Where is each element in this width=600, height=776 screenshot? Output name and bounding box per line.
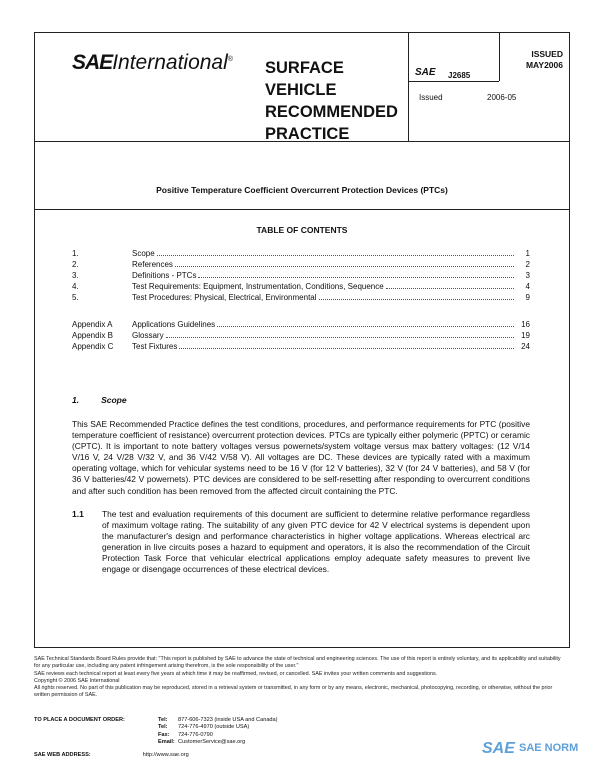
order-label: TO PLACE A DOCUMENT ORDER: — [34, 717, 125, 723]
toc-leader — [179, 347, 514, 349]
document-frame — [34, 32, 570, 648]
email-label: Email: — [158, 738, 175, 745]
toc-label: Glossary — [132, 331, 164, 340]
toc-heading: TABLE OF CONTENTS — [256, 225, 348, 235]
scope-paragraph: This SAE Recommended Practice defines the test conditions, procedures, and performance requirements for PTC (positive temperature coefficient of resistance) overcurrent protection devices. PTCs are typically either polymeric (PPTC) or ceramic (CPTC). It is important to note battery voltages versus powernets/system voltage versus max battery voltages: (12 V/14 V/16 V, 24 V/28 V/32 V, and 36 V/42 V/58 V). All voltages are DC. These devices are typically rated with a maximum operating voltage, which for vehicular systems need to be 16 V (for 12 V batteries), 32 V (for 24 V batteries), and 58 V (for 36 V batteries/42 V powernets). PTC devices are considered to be self-resetting after responding to overcurrent conditions and after such condition has been removed from the affected circuit containing the PTC. — [72, 419, 530, 496]
toc-leader — [198, 276, 514, 278]
toc-page: 9 — [525, 293, 530, 302]
toc-leader — [175, 265, 514, 267]
toc-leader — [217, 325, 514, 327]
document-number: J2685 — [448, 71, 471, 80]
toc-page: 3 — [525, 271, 530, 280]
web-label: SAE WEB ADDRESS: — [34, 752, 91, 758]
logo-trademark: ® — [227, 56, 233, 63]
toc-label: Definitions - PTCs — [132, 271, 197, 280]
sae-small-logo: SAE — [415, 67, 436, 78]
tel-number[interactable]: 877-606-7323 (inside USA and Canada) — [178, 717, 278, 723]
toc-label: Test Fixtures — [132, 342, 178, 351]
toc-leader — [386, 287, 514, 289]
toc-number: Appendix A — [72, 320, 113, 329]
toc-page: 24 — [521, 342, 530, 351]
doc-type-line: RECOMMENDED — [265, 103, 398, 121]
toc-row[interactable] — [72, 271, 530, 282]
email-link[interactable]: CustomerService@sae.org — [178, 738, 246, 745]
scope-number: 1. — [72, 395, 80, 405]
toc-label: References — [132, 260, 173, 269]
order-contact — [34, 717, 278, 746]
footer-legal — [34, 656, 568, 700]
toc-number: 2. — [72, 260, 79, 269]
toc-leader — [157, 254, 514, 256]
scope-title: Scope — [101, 395, 127, 405]
document-title: Positive Temperature Coefficient Overcurrent Protection Devices (PTCs) — [156, 185, 448, 195]
toc-leader — [166, 336, 514, 338]
watermark-text: SAE NORM — [519, 742, 579, 754]
status-badge — [507, 49, 563, 71]
toc-page: 1 — [525, 249, 530, 258]
fax-label: Fax: — [158, 731, 170, 738]
footer-review: SAE reviews each technical report at least every five years at which time it may be reaffirmed, revised, or cancelled. SAE invites your written comments and suggestions. — [34, 670, 438, 677]
title-divider — [35, 209, 569, 210]
issued-date: 2006-05 — [487, 93, 517, 102]
toc-page: 4 — [525, 282, 530, 291]
status-vertical-divider — [499, 33, 500, 81]
logo-international-text: International — [112, 51, 228, 74]
sae-international-logo — [72, 51, 233, 75]
toc-row[interactable] — [72, 331, 530, 342]
toc-label: Test Procedures: Physical, Electrical, Environmental — [132, 293, 317, 302]
document-type — [265, 57, 398, 145]
tel-label: Tel: — [158, 724, 168, 731]
footer-copyright: Copyright © 2006 SAE International — [34, 677, 120, 684]
toc-row[interactable] — [72, 249, 530, 260]
toc-page: 2 — [525, 260, 530, 269]
toc-page: 19 — [521, 331, 530, 340]
doc-type-line: SURFACE — [265, 59, 344, 77]
footer-rights: All rights reserved. No part of this publication may be reproduced, stored in a retrieval system or transmitted, in any form or by any means, electronic, mechanical, photocopying, recording, or otherwise, without the prior written permission of SAE. — [34, 685, 553, 699]
watermark-logo: SAE — [482, 740, 515, 757]
toc-number: 4. — [72, 282, 79, 291]
footer-disclaimer: SAE Technical Standards Board Rules provide that: "This report is published by SAE to advance the state of technical and engineering sciences. The use of this report is entirely voluntary, and its applicability and suitability for any particular use, including any patent infringement arising therefrom, is the sole responsibility of the user." — [34, 656, 561, 670]
doc-type-line: PRACTICE — [265, 125, 350, 143]
doc-type-line: VEHICLE — [265, 81, 337, 99]
toc-number: 5. — [72, 293, 79, 302]
toc-number: Appendix B — [72, 331, 113, 340]
subsection-paragraph: The test and evaluation requirements of this document are sufficient to determine relative performance regardless of maximum voltage rating. The suitability of any given PTC device for 42 V electrical systems is dependent upon the manufacturer's design and performance characteristics in higher voltage applications. Whereas electrical arc generation in live circuits poses a hazard to equipment and operators, it is also the recommendation of the Circuit Protection Task Force that vehicular electrical applications employ adequate safety measures to prevent live engage or disengage occurrences of these electrical devices. — [102, 509, 530, 575]
docnum-divider — [408, 81, 499, 82]
toc-row[interactable] — [72, 342, 530, 353]
toc-number: Appendix C — [72, 342, 114, 351]
toc-row[interactable] — [72, 282, 530, 293]
toc-row[interactable] — [72, 320, 530, 331]
subsection-number: 1.1 — [72, 509, 84, 519]
toc-label: Test Requirements: Equipment, Instrumentation, Conditions, Sequence — [132, 282, 384, 291]
toc-label: Applications Guidelines — [132, 320, 216, 329]
tel-label: Tel: — [158, 717, 168, 723]
tel-number[interactable]: 724-776-4970 (outside USA) — [178, 724, 250, 731]
toc-leader — [319, 298, 514, 300]
fax-number: 724-776-0790 — [178, 731, 213, 738]
toc-row[interactable] — [72, 293, 530, 304]
status-line: MAY2006 — [525, 60, 563, 70]
web-link[interactable]: http://www.sae.org — [142, 752, 189, 758]
toc-sections — [72, 249, 530, 304]
logo-sae-text: SAE — [72, 51, 113, 74]
header-vertical-divider — [408, 33, 409, 141]
web-address — [34, 752, 189, 758]
scope-heading — [72, 395, 127, 405]
issued-label: Issued — [419, 93, 443, 102]
toc-appendices — [72, 320, 530, 353]
toc-row[interactable] — [72, 260, 530, 271]
toc-page: 16 — [521, 320, 530, 329]
toc-number: 3. — [72, 271, 79, 280]
status-line: ISSUED — [531, 49, 563, 59]
toc-label: Scope — [132, 249, 155, 258]
toc-number: 1. — [72, 249, 79, 258]
